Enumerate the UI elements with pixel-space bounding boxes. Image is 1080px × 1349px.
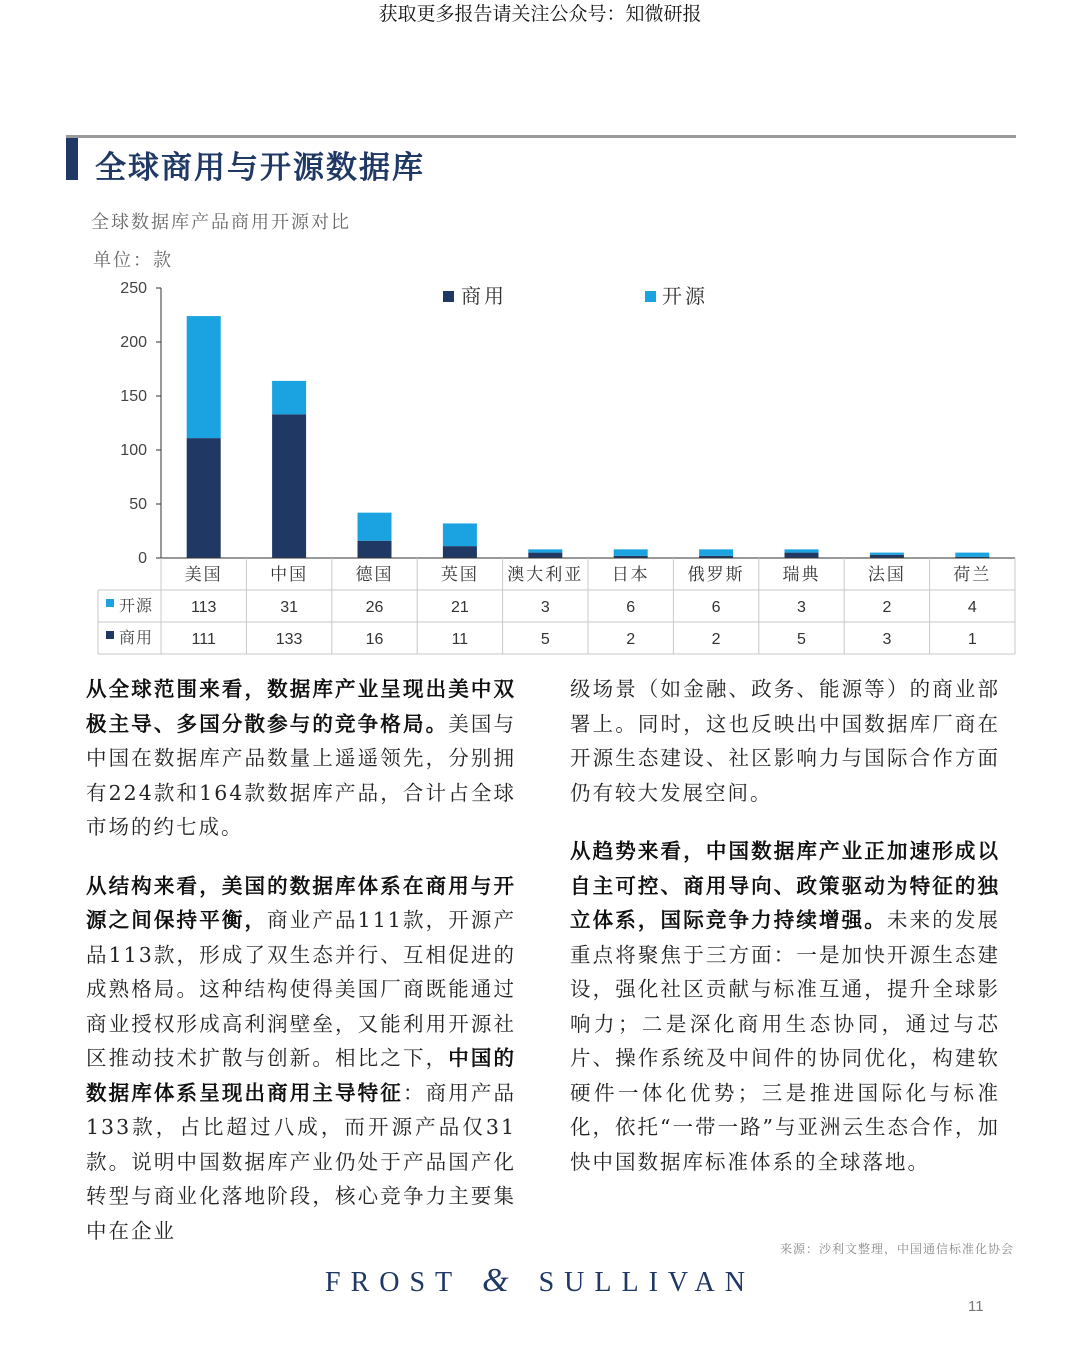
emphasis-text: 从结构来看，美国的数据库体系在商用与开源之间保持平衡， — [86, 873, 516, 932]
top-banner: 获取更多报告请关注公众号：知微研报 — [378, 3, 702, 25]
table-cell-value: 2 — [882, 599, 892, 616]
table-cell-value: 3 — [797, 599, 806, 616]
bar-open-source — [785, 549, 819, 552]
x-category-label: 荷兰 — [953, 565, 992, 585]
table-cell-value: 2 — [626, 631, 636, 648]
table-cell-value: 1 — [967, 631, 977, 648]
legend-label-commercial: 商用 — [461, 284, 507, 308]
table-cell-value: 133 — [275, 631, 303, 648]
table-cell-value: 113 — [190, 599, 217, 616]
y-tick-label: 100 — [120, 442, 147, 459]
bar-commercial — [528, 553, 562, 558]
stacked-bar-chart — [0, 270, 1080, 660]
body-paragraph — [570, 672, 1000, 810]
table-cell-value: 3 — [540, 599, 550, 616]
bar-commercial — [443, 546, 477, 558]
table-cell-value: 31 — [280, 599, 298, 616]
section-title: 全球商用与开源数据库 — [95, 150, 425, 186]
table-cell-value: 21 — [451, 599, 469, 616]
x-category-label: 日本 — [611, 565, 650, 585]
table-cell-value: 4 — [967, 599, 977, 616]
bar-open-source — [955, 553, 989, 557]
bar-commercial — [358, 541, 392, 558]
brand-right: SULLIVAN — [538, 1267, 755, 1298]
body-text: 商业产品111款，开源产品113款，形成了双生态并行、互相促进的成熟格局。这种结构使得美国厂商既能通过商业授权形成高利润壁垒，又能利用开源社区推动技术扩散与创新。相比之下， — [86, 908, 517, 1070]
y-tick-label: 250 — [120, 280, 147, 297]
table-cell-value: 2 — [711, 631, 721, 648]
header-rule — [66, 135, 1016, 138]
x-category-label: 美国 — [184, 565, 223, 585]
body-paragraph — [570, 834, 1000, 1179]
bar-open-source — [358, 513, 392, 541]
x-category-label: 俄罗斯 — [687, 565, 745, 585]
table-cell-value: 11 — [451, 631, 469, 648]
x-category-label: 澳大利亚 — [507, 565, 584, 585]
x-category-label: 法国 — [867, 565, 906, 585]
table-legend-key — [106, 631, 114, 639]
brand-amp: & — [482, 1262, 509, 1299]
body-text: 级场景（如金融、政务、能源等）的商业部署上。同时，这也反映出中国数据库厂商在开源生态建设、社区影响力与国际合作方面仍有较大发展空间。 — [570, 677, 1000, 805]
body-text-right — [570, 672, 1000, 1203]
bar-open-source — [870, 553, 904, 555]
y-tick-label: 0 — [138, 550, 147, 567]
bar-commercial — [187, 438, 221, 558]
unit-label: 单位：款 — [93, 250, 173, 271]
body-text: 美国与中国在数据库产品数量上遥遥领先，分别拥有224款和164款数据库产品，合计占全球市场的约七成。 — [86, 711, 517, 839]
table-cell-value: 16 — [365, 631, 384, 648]
x-category-label: 英国 — [440, 565, 479, 585]
bar-commercial — [272, 414, 306, 558]
body-text: 未来的发展重点将聚焦于三方面：一是加快开源生态建设，强化社区贡献与标准互通，提升全球影响力；二是深化商用生态协同，通过与芯片、操作系统及中间件的协同优化，构建软硬件一体化优势；三是推进国际化与标准化，依托“一带一路”与亚洲云生态合作，加快中国数据库标准体系的全球落地。 — [570, 908, 1001, 1174]
body-text: ：商用产品133款，占比超过八成，而开源产品仅31款。说明中国数据库产业仍处于产品国产化转型与商业化落地阶段，核心竞争力主要集中在企业 — [86, 1080, 517, 1243]
table-cell-value: 111 — [191, 631, 216, 648]
legend-swatch-commercial — [443, 291, 454, 302]
legend-label-open-source: 开源 — [662, 284, 708, 308]
table-cell-value: 3 — [882, 631, 892, 648]
table-row-label: 商用 — [119, 628, 154, 647]
page-number: 11 — [968, 1298, 984, 1315]
table-cell-value: 5 — [540, 631, 550, 648]
body-text-left — [86, 672, 516, 1272]
emphasis-text: 从全球范围来看，数据库产业呈现出美中双极主导、多国分散参与的竞争格局。 — [86, 677, 516, 736]
bar-open-source — [528, 549, 562, 552]
body-paragraph — [86, 672, 516, 845]
table-legend-key — [106, 599, 114, 607]
table-cell-value: 6 — [711, 599, 721, 616]
x-category-label: 瑞典 — [782, 565, 821, 585]
table-cell-value: 5 — [797, 631, 806, 648]
source-note: 来源：沙利文整理，中国通信标准化协会 — [779, 1242, 1014, 1256]
bar-open-source — [187, 316, 221, 438]
table-row-label: 开源 — [119, 596, 154, 615]
legend-swatch-open-source — [645, 291, 656, 302]
brand-left: FROST — [325, 1267, 463, 1298]
table-cell-value: 6 — [626, 599, 636, 616]
emphasis-text: 从趋势来看，中国数据库产业正加速形成以自主可控、商用导向、政策驱动为特征的独立体系，国际竞争力持续增强。 — [570, 839, 1000, 932]
bar-open-source — [443, 523, 477, 546]
title-accent-bar — [66, 138, 78, 180]
y-tick-label: 150 — [120, 388, 147, 405]
x-category-label: 德国 — [355, 565, 394, 585]
emphasis-text: 中国的数据库体系呈现出商用主导特征 — [86, 1046, 517, 1105]
y-tick-label: 200 — [120, 334, 147, 351]
bar-open-source — [699, 549, 733, 555]
bar-open-source — [614, 549, 648, 555]
x-category-label: 中国 — [270, 565, 309, 585]
chart-title: 全球数据库产品商用开源对比 — [91, 212, 351, 233]
table-cell-value: 26 — [365, 599, 384, 616]
bar-open-source — [272, 381, 306, 414]
bar-commercial — [785, 553, 819, 558]
frost-sullivan-logo — [0, 1262, 1080, 1300]
body-paragraph — [86, 869, 516, 1249]
y-tick-label: 50 — [129, 496, 147, 513]
